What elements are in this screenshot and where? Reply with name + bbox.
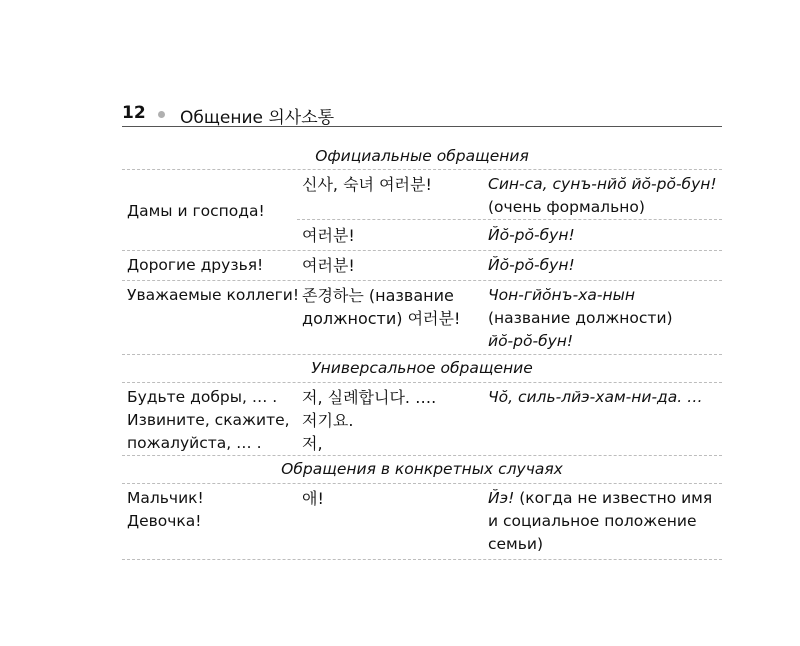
table-row-ladies [122,169,722,250]
section-divider [122,354,722,355]
korean-phrase: 존경하는 (название должности) 여러분! [302,286,461,328]
table-row-colleagues [122,280,722,354]
korean-phrase: 여러분! [302,226,355,245]
table-row-universal [122,382,722,455]
table-row-friends [122,250,722,280]
transcription-cell [488,487,712,556]
table-row-boy-girl [122,483,722,560]
russian-phrase: Дамы и господа! [127,202,265,220]
transcription-cell [488,284,673,353]
usage-note: (название должности) [488,309,673,327]
korean-phrase: 애! [302,489,324,508]
phrase-table [122,144,722,560]
usage-note: (очень формально) [488,198,645,216]
russian-phrase: Уважаемые коллеги! [127,286,300,304]
transcription: Чон-гйŏнъ-ха-нын [488,286,635,304]
korean-phrase: 신사, 숙녀 여러분! [302,175,432,194]
transcription: йŏ-рŏ-бун! [488,332,574,350]
section-title-official: Официальные обращения [315,147,529,165]
section-divider [122,455,722,456]
transcription: Йŏ-рŏ-бун! [488,256,575,274]
page-number: 12 [122,103,146,123]
running-title: Общение 의사소통 [180,108,335,128]
header-rule [122,126,722,127]
russian-phrase: Мальчик! Девочка! [127,489,204,530]
inner-divider [297,219,722,220]
russian-phrase: Будьте добры, … . Извините, скажите, пожалуйста, … . [127,388,290,452]
running-header [122,103,722,127]
korean-phrase: 저, 실례합니다. …. 저기요. 저, [302,388,437,453]
transcription: Йэ! [488,489,515,507]
usage-note: (когда не известно имя и социальное положение семьи) [488,489,713,553]
korean-phrase: 여러분! [302,256,355,275]
section-title-universal: Универсальное обращение [311,359,533,377]
transcription: Чŏ, силь-лйэ-хам-ни-да. … [488,388,703,406]
transcription-cell [488,173,717,219]
transcription: Син-са, сунъ-нйŏ йŏ-рŏ-бун! [488,175,717,193]
bullet-dot-icon [158,111,165,118]
russian-phrase: Дорогие друзья! [127,256,264,274]
section-title-specific: Обращения в конкретных случаях [281,460,563,478]
transcription: Йŏ-рŏ-бун! [488,226,575,244]
